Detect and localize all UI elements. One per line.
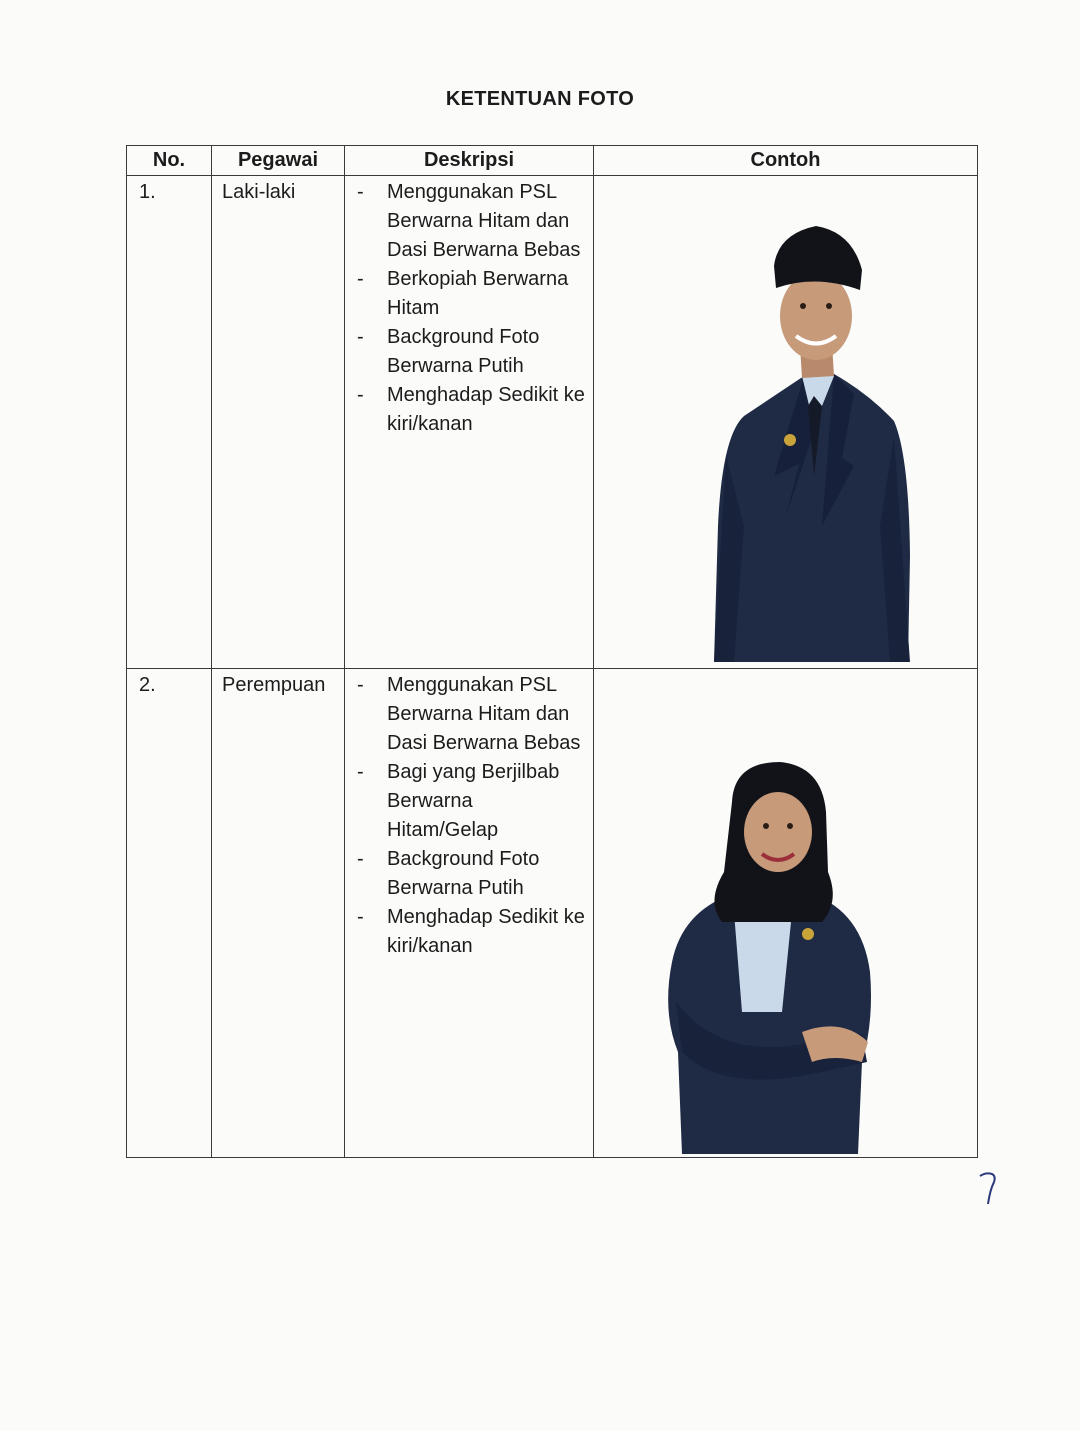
table-row [127, 176, 978, 669]
description-cell [345, 669, 594, 1158]
photo-requirements-table [126, 145, 978, 1158]
header-contoh: Contoh [594, 146, 978, 176]
description-item: - Menghadap Sedikit ke kiri/kanan [355, 381, 585, 439]
description-item: - Menggunakan PSL Berwarna Hitam dan Dasi Berwarna Bebas [355, 671, 585, 758]
description-list [355, 671, 585, 961]
row-number: 1. [127, 176, 212, 669]
pegawai-label: Laki-laki [212, 176, 345, 669]
table-header-row [127, 146, 978, 176]
photo-woman [662, 762, 878, 1154]
header-deskripsi: Deskripsi [345, 146, 594, 176]
description-item: - Background Foto Berwarna Putih [355, 845, 585, 903]
description-item: - Bagi yang Berjilbab Berwarna Hitam/Gelap [355, 758, 585, 845]
description-item: - Berkopiah Berwarna Hitam [355, 265, 585, 323]
header-pegawai: Pegawai [212, 146, 345, 176]
description-item: - Menghadap Sedikit ke kiri/kanan [355, 903, 585, 961]
pegawai-label: Perempuan [212, 669, 345, 1158]
header-no: No. [127, 146, 212, 176]
example-photo-cell [594, 669, 978, 1158]
handwritten-initial-mark [978, 1168, 998, 1206]
table-row [127, 669, 978, 1158]
description-item: - Background Foto Berwarna Putih [355, 323, 585, 381]
example-photo-cell [594, 176, 978, 669]
description-cell [345, 176, 594, 669]
page-title: KETENTUAN FOTO [445, 88, 635, 110]
description-item: - Menggunakan PSL Berwarna Hitam dan Dasi Berwarna Bebas [355, 178, 585, 265]
photo-man [704, 226, 914, 662]
description-list [355, 178, 585, 439]
row-number: 2. [127, 669, 212, 1158]
